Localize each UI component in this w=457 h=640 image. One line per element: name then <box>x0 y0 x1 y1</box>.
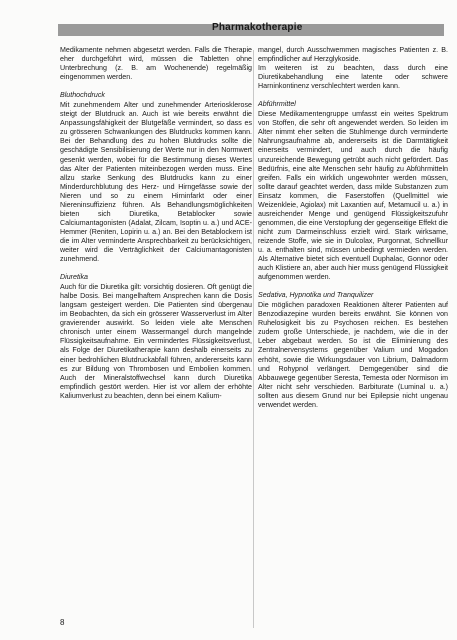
section-text-sedativa: Die möglichen paradoxen Reaktionen älterer Patienten auf Benzodiazepine wurden bereits erwähnt. Sie können von Ruhelosigkeit bis zu Psychosen reichen. Es bestehen zudem große Unterschiede, je nachdem, wie die in der Leber abgebaut werden. So ist die Eliminierung des Zentralnervensystems gegenüber Valium und Mogadon erhöht, sowie die Wirkungsdauer von Librium, Dalmadorm und Rohypnol verlängert. Demgegenüber sind die Abbauwege gegenüber Seresta, Temesta oder Normison im Alter nicht sehr verschieden. Barbiturate (Luminal u. a.) sollten aus diesem Grund nur bei Epilepsie nicht ungenau verwendet werden. <box>258 301 448 409</box>
running-header <box>0 18 457 42</box>
section-heading-abfuehrmittel: Abführmittel <box>258 100 296 109</box>
continuation-paragraph: mangel, durch Ausschwemmen magisches Patienten z. B. empfindlicher auf Herzglykoside. <box>258 46 448 64</box>
section-heading-diuretika: Diuretika <box>60 273 88 282</box>
section-text-diuretika: Auch für die Diuretika gilt: vorsichtig dosieren. Oft genügt die halbe Dosis. Bei mangelhaftem Ansprechen kann die Dosis langsam gesteigert werden. Die Patienten sind übergenau im Beobachten, da sich ein grösserer Wasserverlust im Alter gravierender auswirkt. So leiden viele alte Menschen chronisch unter einem Wassermangel durch mangelnde Flüssigkeitsaufnahme. Ein vermindertes Flüssigkeitsverlust, als Folge der Diuretikatherapie kann deshalb einerseits zu einer bedrohlichen Blutdruckabfall führen, andererseits kann es zur Bildung von Thrombosen und Embolien kommen. Auch der Mineralstoffwechsel kann durch Diuretika empfindlich gestört werden. Hier ist vor allem der erhöhte Kaliumverlust zu beachten, denn bei einem Kalium- <box>60 283 252 400</box>
continuation-text: Im weiteren ist zu beachten, dass durch eine Diuretikabehandlung eine latente oder schwere Harninkontinenz verschlechtert werden kann. <box>258 64 448 91</box>
intro-paragraph: Medikamente nehmen abgesetzt werden. Falls die Therapie eher durchgeführt wird, müssen die Tabletten ohne Unterbrechung (z. B. am Wochenende) regelmäßig eingenommen werden. <box>60 46 252 82</box>
section-text-bluthochdruck: Mit zunehmendem Alter und zunehmender Arteriosklerose steigt der Blutdruck an. Auch ist wie bereits erwähnt die Anpassungsfähigkeit der Blutgefäße vermindert, so dass es zu grösseren Schwankungen des Blutdrucks kommen kann. Bei der Behandlung des zu hohen Blutdrucks sollte die geschädigte Sensibilisierung der Werte nur in den Normwert gesenkt werden, wobei für die Bestimmung dieses Wertes das Alter der Patienten miteinbezogen werden muss. Eine allzu starke Senkung des Blutdrucks kann zu einer Minderdurchblutung des Herz- und Hirngefässe sowie der Nieren und so zu einem Hirninfarkt oder einer Niereninsuffizienz führen. Als Behandlungsmöglichkeiten bieten sich Diuretika, Betablocker sowie Calciumantagonisten (Adalat, Zilcam, Isoptin u. a.) und ACE-Hemmer (Reniten, Lopirin u. a.) an. Bei den Betablockern ist die im Alter verminderte Ansprechbarkeit zu berücksichtigen, weiter wird die Verträglichkeit der Calciumantagonisten zunehmend. <box>60 101 252 264</box>
page-number: 8 <box>60 618 65 627</box>
page-title: Pharmakotherapie <box>212 22 303 33</box>
section-text-abfuehrmittel: Diese Medikamentengruppe umfasst ein weites Spektrum von Stoffen, die sehr oft angewendet werden. So leiden im Alter nimmt eher selten die Stuhlmenge durch verminderte Nahrungsaufnahme ab, andererseits ist die Darmtätigkeit einerseits vermindert, und auch durch die häufig unzureichende Bewegung getrübt auch nicht gefördert. Das Bedürfnis, eine alte Menschen sehr häufig zu Abführmitteln greifen. Falls ein wirklich ungewohnter werden müssen, sollte darauf geachtet werden, dass milde Substanzen zum Einsatz kommen, die Faserstoffen (Quellmittel wie Weizenkleie, Agiolax) mit Laxantien auf, Metamucil u. a.) in ausreichender Menge und genügend Flüssigkeitszufuhr genommen, die eine Verstopfung der gegenseitige Effekt die nicht zum Darmeinschluss erzielt wird. Stark wirksame, reizende Stoffe, wie sie in Dulcolax, Purgonnat, Schnellkur u. a. enthalten sind, müssen unbedingt vermieden werden. Als Alternative bietet sich eventuell Duphalac, Gonnor oder auch Klistiere an, aber auch hier muss genügend Flüssigkeit aufgenommen werden. <box>258 110 448 282</box>
section-heading-sedativa: Sedativa, Hypnotika und Tranquilizer <box>258 291 374 300</box>
left-column <box>60 46 252 410</box>
right-column <box>258 46 448 419</box>
column-divider <box>253 50 254 628</box>
section-heading-bluthochdruck: Bluthochdruck <box>60 91 105 100</box>
